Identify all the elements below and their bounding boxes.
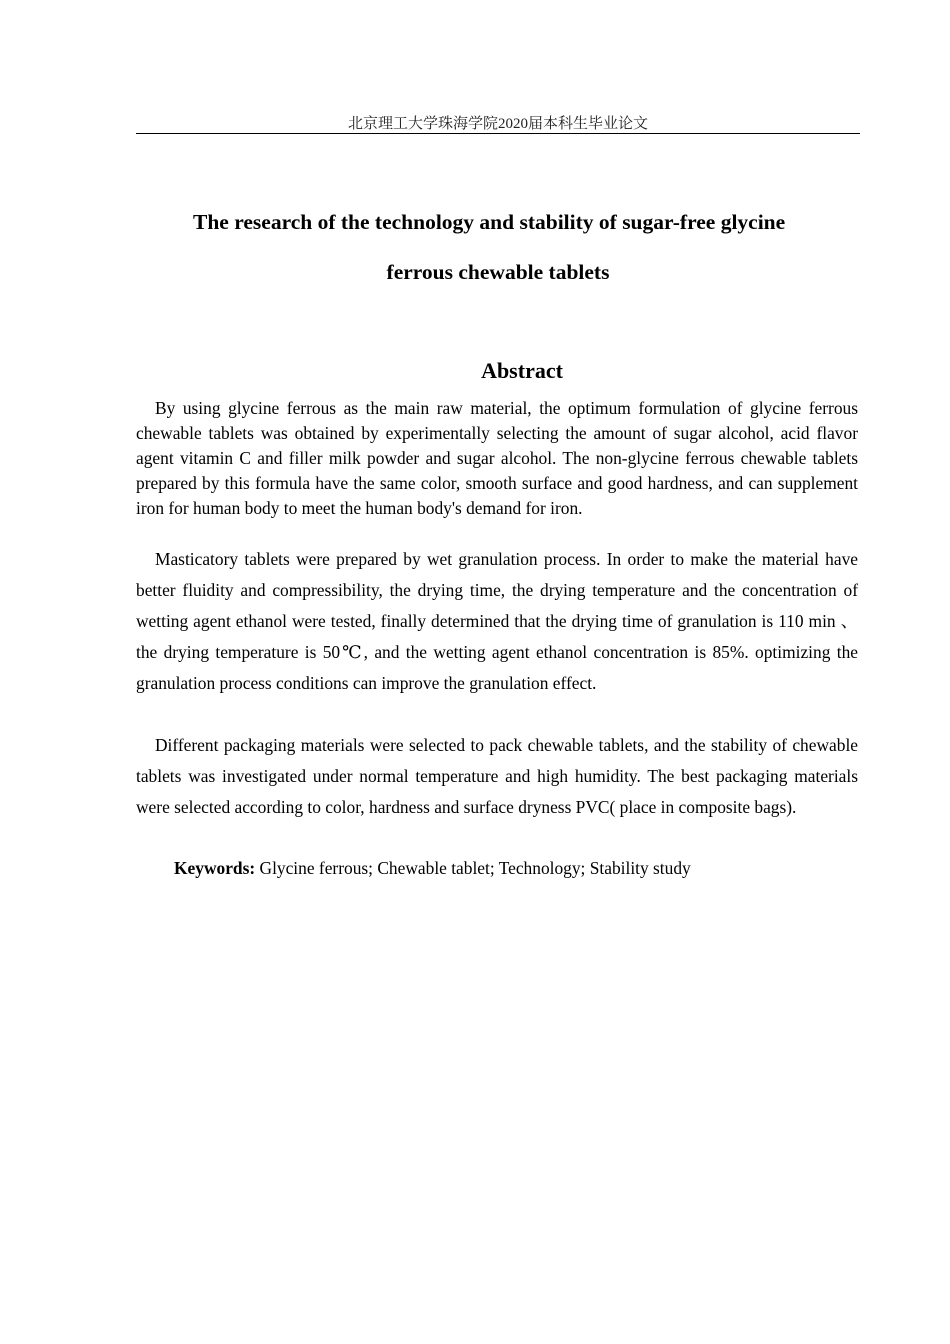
running-header: 北京理工大学珠海学院2020届本科生毕业论文: [347, 116, 648, 132]
keywords-text: Glycine ferrous; Chewable tablet; Technology; Stability study: [255, 858, 691, 878]
paper-title-line-2: ferrous chewable tablets: [386, 260, 610, 284]
header-rule: [136, 133, 860, 134]
abstract-paragraph-1: By using glycine ferrous as the main raw material, the optimum formulation of glycine ferrous chewable tablets was obtained by experimentally selecting the amount of sugar alcohol, acid flavor agent vitamin C and filler milk powder and sugar alcohol. The non-glycine ferrous chewable tablets prepared by this formula have the same color, smooth surface and good hardness, and can supplement iron for human body to meet the human body's demand for iron.: [136, 398, 858, 518]
keywords-line: [174, 853, 874, 883]
abstract-paragraph-2: Masticatory tablets were prepared by wet granulation process. In order to make the material have better fluidity and compressibility, the drying time, the drying temperature and the concentration of wetting agent ethanol were tested, finally determined that the drying time of granulation is 110 min 、 the drying temperature is 50℃, and the wetting agent ethanol concentration is 85%. optimizing the granulation process conditions can improve the granulation effect.: [136, 549, 858, 693]
abstract-heading: Abstract: [481, 358, 563, 383]
paper-title-line-1: The research of the technology and stability of sugar-free glycine: [193, 210, 786, 234]
paper-title: [136, 197, 860, 297]
keywords-label: Keywords:: [174, 858, 256, 878]
abstract-paragraph-3: Different packaging materials were selected to pack chewable tablets, and the stability of chewable tablets was investigated under normal temperature and high humidity. The best packaging materials were selected according to color, hardness and surface dryness PVC( place in composite bags).: [136, 735, 858, 817]
